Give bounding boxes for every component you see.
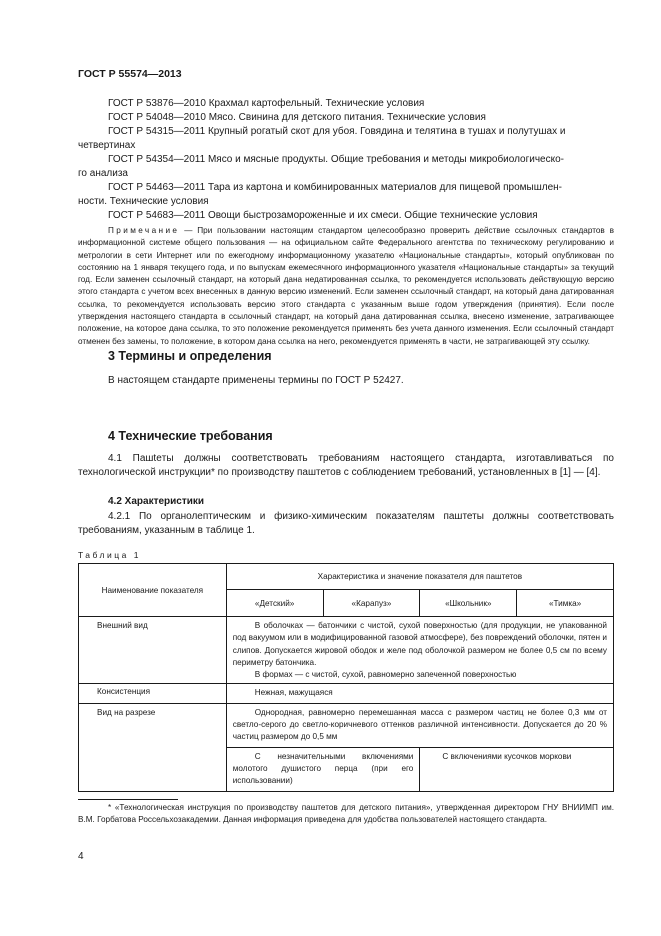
reference-line: ГОСТ Р 54315—2011 Крупный рогатый скот для убоя. Говядина и телятина в тушах и полутушах и <box>108 126 566 137</box>
reference-line-continued: ности. Технические условия <box>78 196 209 207</box>
footnote-separator <box>78 799 178 800</box>
reference-line: ГОСТ Р 54683—2011 Овощи быстрозамороженные и их смеси. Общие технические условия <box>108 210 538 221</box>
column-header-product: «Детский» <box>226 590 323 617</box>
row-value: В оболочках — батончики с чистой, сухой поверхностью (для продукции, не упакованной под вакуумом или в модифицированной газовой атмосфере), без повреждений оболочки, пятен и слипов. Допускается жировой ободок и желе под оболочкой размером не более 0,5 см по всему периметру батончика. В формах — с чистой, сухой, равномерно запеченной поверхностью <box>226 617 613 684</box>
reference-line: ГОСТ Р 54463—2011 Тара из картона и комбинированных материалов для пищевой промышлен- <box>108 182 562 193</box>
row-label: Внешний вид <box>79 617 227 684</box>
reference-line: ГОСТ Р 54354—2011 Мясо и мясные продукты. Общие требования и методы микробиологическо- <box>108 154 565 165</box>
heading-4-2: 4.2 Характеристики <box>108 496 205 507</box>
row-value: Однородная, равномерно перемешанная масса с размером частиц не более 0,3 мм от светло-серого до светло-коричневого оттенков различной интенсивности. Допускается до 20 % частиц размером до 0,5 мм <box>226 703 613 747</box>
reference-line-continued: го анализа <box>78 168 128 179</box>
column-header-group: Характеристика и значение показателя для паштетов <box>226 564 613 590</box>
paragraph-4-1: 4.1 Пашteты должны соответствовать требованиям настоящего стандарта, изготавливаться по технологической инструкции* по производству паштетов с соблюдением требований, установленных в [1] — [4]. <box>78 453 614 478</box>
row-value: С незначительными включениями молотого душистого перца (при его использовании) <box>226 747 420 791</box>
note-label: Примечание <box>108 226 180 235</box>
reference-line: ГОСТ Р 54048—2010 Мясо. Свинина для детского питания. Технические условия <box>108 112 486 123</box>
section-3-heading: 3 Термины и определения <box>108 349 272 363</box>
reference-line: ГОСТ Р 53876—2010 Крахмал картофельный. Технические условия <box>108 98 425 109</box>
footnote: * «Технологическая инструкция по производству паштетов для детского питания», утвержденная директором ГНУ ВНИИМП им. В.М. Горбатова Россельхозакадемии. Данная информация приведена для удобства пользователей настоящего стандарта. <box>78 803 614 825</box>
table-row <box>79 703 614 747</box>
reference-line-continued: четвертинах <box>78 140 136 151</box>
column-header-product: «Тимка» <box>517 590 614 617</box>
row-label: Вид на разрезе <box>79 703 227 791</box>
row-value: Нежная, мажущаяся <box>226 684 613 703</box>
paragraph-4-2-1: 4.2.1 По органолептическим и физико-химическим показателям паштеты должны соответствовать требованиям, указанным в таблице 1. <box>78 511 614 536</box>
page-number: 4 <box>78 851 84 862</box>
column-header-product: «Карапуз» <box>323 590 420 617</box>
table-row <box>79 617 614 684</box>
column-header-indicator: Наименование показателя <box>79 564 227 617</box>
note-text: — При пользовании настоящим стандартом целесообразно проверить действие ссылочных стандартов в информационной системе общего пользования — на официальном сайте Федерального агентства по техническому регулированию и метрологии в сети Интернет или по ежегодному информационному указателю «Национальные стандарты», который опубликован по состоянию на 1 января текущего года, и по выпускам ежемесячного информационного указателя «Национальные стандарты» за текущий год. Если заменен ссылочный стандарт, на который дана недатированная ссылка, то рекомендуется использовать действующую версию этого стандарта с учетом всех внесенных в данную версию изменений. Если заменен ссылочный стандарт, на который дана датированная ссылка, то рекомендуется использовать версию этого стандарта с указанным выше годом утверждения (принятия). Если после утверждения настоящего стандарта в ссылочный стандарт, на который дана датированная ссылка, внесено изменение, затрагивающее положение, на которое дана ссылка, то это положение рекомендуется применять без учета данного изменения. Если ссылочный стандарт отменен без замены, то положение, в котором дана ссылка на него, рекомендуется применять в части, не затрагивающей эту ссылку. <box>78 226 614 346</box>
row-label: Консистенция <box>79 684 227 703</box>
table-row <box>79 684 614 703</box>
document-code: ГОСТ Р 55574—2013 <box>78 68 182 80</box>
row-value: С включениями кусочков моркови <box>420 747 614 791</box>
reference-note <box>78 225 614 348</box>
section-3-text: В настоящем стандарте применены термины по ГОСТ Р 52427. <box>108 375 404 386</box>
section-4-heading: 4 Технические требования <box>108 429 273 443</box>
table-caption: Таблица 1 <box>78 550 141 560</box>
table-1 <box>78 563 614 792</box>
column-header-product: «Школьник» <box>420 590 517 617</box>
